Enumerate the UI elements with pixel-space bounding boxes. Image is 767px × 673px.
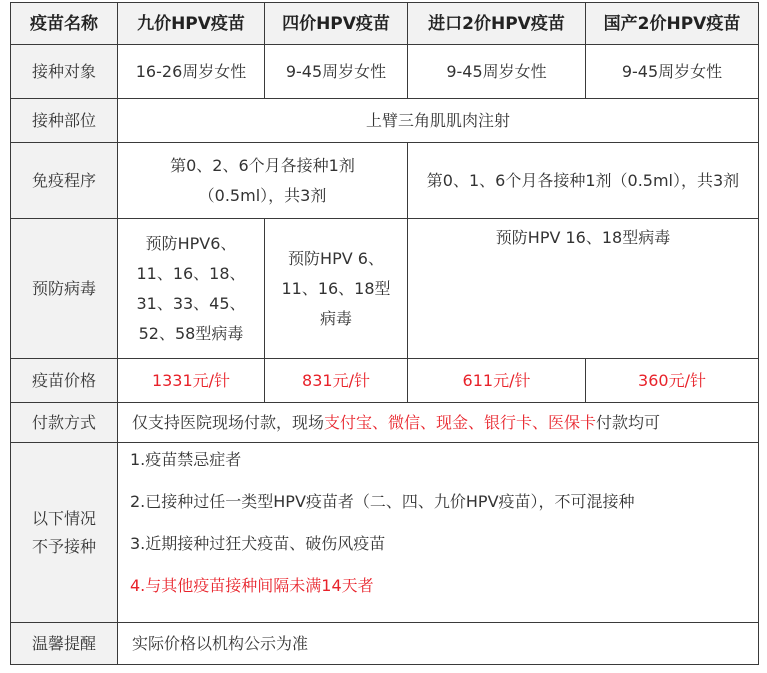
site-value: 上臂三角肌肌肉注射	[118, 99, 759, 143]
payment-methods: 支付宝、微信、现金、银行卡、医保卡	[324, 412, 597, 432]
target-four: 9-45周岁女性	[265, 45, 408, 99]
exclude-list	[118, 443, 759, 623]
payment-suffix: 付款均可	[596, 412, 661, 432]
label-exclude	[11, 443, 118, 623]
hpv-vaccine-table	[10, 2, 759, 665]
row-note	[11, 623, 759, 665]
label-target: 接种对象	[11, 45, 118, 99]
price-domestic-two: 360元/针	[586, 359, 759, 403]
label-prevent: 预防病毒	[11, 219, 118, 359]
target-imported-two: 9-45周岁女性	[408, 45, 586, 99]
row-schedule	[11, 143, 759, 219]
schedule-two-valent: 第0、1、6个月各接种1剂（0.5ml），共3剂	[408, 143, 759, 219]
label-payment: 付款方式	[11, 403, 118, 443]
row-prevent	[11, 219, 759, 359]
header-imported-two-valent: 进口2价HPV疫苗	[408, 3, 586, 45]
target-nine: 16-26周岁女性	[118, 45, 265, 99]
label-note: 温馨提醒	[11, 623, 118, 665]
schedule-nine-four: 第0、2、6个月各接种1剂（0.5ml），共3剂	[118, 143, 408, 219]
prevent-nine: 预防HPV6、11、16、18、31、33、45、52、58型病毒	[118, 219, 265, 359]
header-four-valent: 四价HPV疫苗	[265, 3, 408, 45]
header-row	[11, 3, 759, 45]
label-site: 接种部位	[11, 99, 118, 143]
header-vaccine-name: 疫苗名称	[11, 3, 118, 45]
payment-prefix: 仅支持医院现场付款，现场	[132, 412, 325, 432]
exclude-item-4: 4.与其他疫苗接种间隔未满14天者	[130, 576, 374, 595]
header-domestic-two-valent: 国产2价HPV疫苗	[586, 3, 759, 45]
row-exclude	[11, 443, 759, 623]
note-value: 实际价格以机构公示为准	[118, 623, 759, 665]
payment-value	[118, 403, 759, 443]
label-exclude-line2: 不予接种	[31, 536, 96, 556]
row-payment	[11, 403, 759, 443]
prevent-four: 预防HPV 6、11、16、18型病毒	[265, 219, 408, 359]
exclude-item-3: 3.近期接种过狂犬疫苗、破伤风疫苗	[130, 534, 386, 553]
exclude-item-1: 1.疫苗禁忌症者	[130, 450, 242, 469]
label-schedule: 免疫程序	[11, 143, 118, 219]
target-domestic-two: 9-45周岁女性	[586, 45, 759, 99]
label-exclude-line1: 以下情况	[31, 508, 96, 528]
row-target	[11, 45, 759, 99]
row-site	[11, 99, 759, 143]
price-nine: 1331元/针	[118, 359, 265, 403]
price-imported-two: 611元/针	[408, 359, 586, 403]
prevent-two: 预防HPV 16、18型病毒	[408, 219, 759, 359]
header-nine-valent: 九价HPV疫苗	[118, 3, 265, 45]
label-price: 疫苗价格	[11, 359, 118, 403]
price-four: 831元/针	[265, 359, 408, 403]
exclude-item-2: 2.已接种过任一类型HPV疫苗者（二、四、九价HPV疫苗），不可混接种	[130, 492, 635, 511]
row-price	[11, 359, 759, 403]
